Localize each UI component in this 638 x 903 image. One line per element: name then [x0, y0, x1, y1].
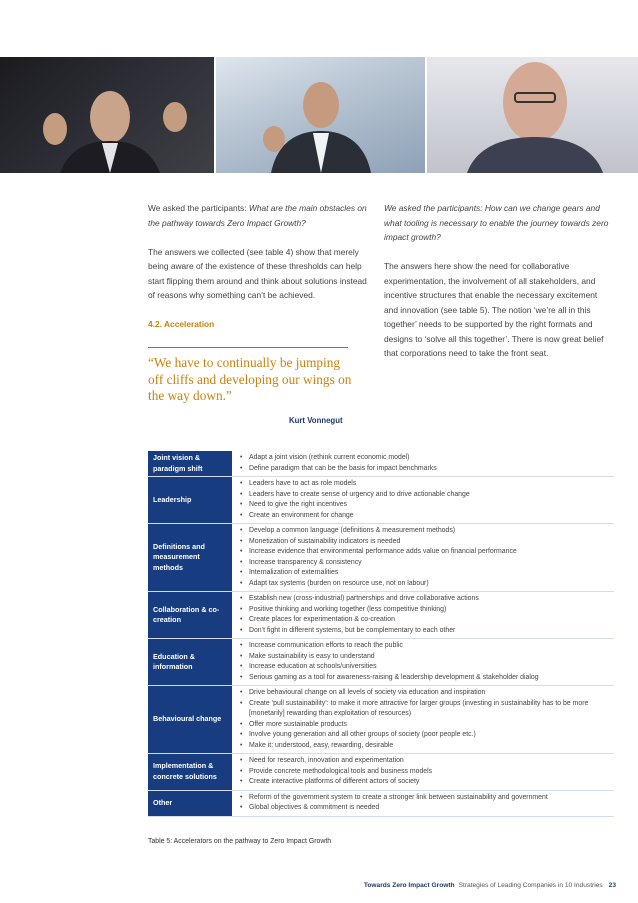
row-items — [232, 477, 614, 523]
bullet-icon: • — [240, 741, 243, 749]
list-item — [240, 803, 614, 814]
bullet-icon: • — [240, 616, 243, 623]
bullet-icon: • — [240, 569, 243, 576]
speaker-photo-right — [427, 57, 638, 173]
bullet-icon: • — [240, 480, 243, 487]
right-question-text: How can we change gears and what tooling is necessary to enable the journey towards zero impact growth? — [384, 203, 609, 242]
left-question-lead: We asked the participants: — [148, 203, 249, 213]
speaker-photo-left — [0, 57, 214, 173]
list-item — [240, 464, 614, 475]
row-items — [232, 791, 614, 816]
bullet-icon: • — [240, 605, 243, 613]
list-item — [240, 594, 614, 605]
left-answer: The answers we collected (see table 4) show that merely being aware of the existence of these thresholds can help start flipping them around and think about solutions instead of reasons why something can’t be achieved. — [148, 246, 367, 300]
item-text: Make sustainability is easy to understand — [249, 652, 375, 660]
list-item — [240, 558, 614, 569]
list-item — [240, 756, 614, 767]
table-row — [148, 477, 614, 524]
page-number: 23 — [608, 882, 616, 889]
speaker-photo-center — [216, 57, 424, 173]
item-text: Involve young generation and all other groups of society (poor people etc.) — [249, 731, 476, 738]
list-item — [240, 537, 614, 548]
item-text: Make it: understood, easy, rewarding, desirable — [249, 741, 394, 749]
item-text: Leaders have to create sense of urgency and to drive actionable change — [249, 490, 470, 498]
row-label: Collaboration & co-creation — [148, 592, 232, 638]
bullet-icon: • — [240, 731, 243, 738]
bullet-icon: • — [240, 558, 243, 566]
list-item — [240, 605, 614, 616]
table-row — [148, 524, 614, 592]
item-text: Develop a common language (definitions & measurement methods) — [249, 527, 456, 534]
footer-title: Towards Zero Impact Growth — [363, 882, 455, 889]
bullet-icon: • — [240, 511, 243, 519]
bullet-icon: • — [240, 501, 243, 508]
bullet-icon: • — [240, 537, 243, 545]
bullet-icon: • — [240, 652, 243, 660]
item-text: Increase communication efforts to reach the public — [249, 642, 403, 649]
quote-author: Kurt Vonnegut — [289, 416, 343, 425]
list-item — [240, 490, 614, 501]
item-text: Increase transparency & consistency — [249, 558, 362, 566]
row-items — [232, 524, 614, 591]
list-item — [240, 479, 614, 490]
table-caption: Table 5: Accelerators on the pathway to Zero Impact Growth — [148, 838, 332, 845]
table-row — [148, 686, 614, 754]
item-text: Drive behavioural change on all levels of society via education and inspiration — [249, 689, 486, 696]
row-label: Joint vision & paradigm shift — [148, 451, 232, 476]
item-text: Global objectives & commitment is needed — [249, 804, 380, 811]
right-answer: The answers here show the need for collaborative experimentation, the involvement of all stakeholders, and incentive structures that enable the necessary excitement and innovation (see table 5). The notion ‘we’re all in this together’ needs to be supported by the right formats and designs to ‘solve all this together’. There is now great belief that corporations need to take the front seat. — [384, 261, 604, 358]
table-row — [148, 754, 614, 791]
item-text: Internalization of externalities — [249, 569, 339, 576]
row-items — [232, 686, 614, 753]
list-item — [240, 652, 614, 663]
right-question-lead: We asked the participants: — [384, 203, 485, 213]
list-item — [240, 526, 614, 537]
footer-subtitle: Strategies of Leading Companies in 10 Industries — [458, 882, 603, 889]
right-question — [384, 201, 612, 245]
item-text: Establish new (cross-industrial) partnerships and drive collaborative actions — [249, 595, 479, 602]
list-item — [240, 741, 614, 752]
bullet-icon: • — [240, 699, 243, 707]
row-label: Definitions and measurement methods — [148, 524, 232, 591]
list-item — [240, 641, 614, 652]
row-label: Behavioural change — [148, 686, 232, 753]
bullet-icon: • — [240, 778, 243, 785]
accelerators-table — [148, 451, 614, 817]
row-label: Implementation & concrete solutions — [148, 754, 232, 790]
bullet-icon: • — [240, 490, 243, 498]
bullet-icon: • — [240, 595, 243, 602]
list-item — [240, 699, 614, 720]
bullet-icon: • — [240, 767, 243, 775]
bullet-icon: • — [240, 804, 243, 811]
list-item — [240, 547, 614, 558]
list-item — [240, 453, 614, 464]
list-item — [240, 500, 614, 511]
list-item — [240, 626, 614, 637]
item-text: Increase education at schools/universities — [249, 663, 377, 670]
list-item — [240, 568, 614, 579]
bullet-icon: • — [240, 757, 243, 764]
bullet-icon: • — [240, 793, 243, 801]
left-question — [148, 201, 374, 230]
item-text: Offer more sustainable products — [249, 720, 347, 728]
page-footer — [364, 882, 616, 889]
bullet-icon: • — [240, 454, 243, 461]
bullet-icon: • — [240, 626, 243, 634]
item-text: Create interactive platforms of different actors of society — [249, 778, 420, 785]
item-text: Leaders have to act as role models — [249, 480, 357, 487]
row-items — [232, 639, 614, 685]
item-text: Create ‘pull sustainability’: to make it more attractive for larger groups (investing in sustainability has to be more [monetarily] rewarding than exploitation of resources) — [249, 699, 589, 717]
bullet-icon: • — [240, 579, 243, 587]
bullet-icon: • — [240, 689, 243, 696]
list-item — [240, 720, 614, 731]
bullet-icon: • — [240, 527, 243, 534]
row-label: Leadership — [148, 477, 232, 523]
left-column — [148, 201, 374, 332]
bullet-icon: • — [240, 720, 243, 728]
bullet-icon: • — [240, 464, 243, 472]
item-text: Need to give the right incentives — [249, 501, 348, 508]
table-row — [148, 639, 614, 686]
quote-divider — [148, 347, 348, 348]
table-row — [148, 592, 614, 639]
table-row — [148, 451, 614, 477]
right-column — [384, 201, 612, 375]
row-label: Other — [148, 791, 232, 816]
list-item — [240, 730, 614, 741]
bullet-icon: • — [240, 663, 243, 670]
list-item — [240, 673, 614, 684]
list-item — [240, 793, 614, 804]
item-text: Serious gaming as a tool for awareness-raising & leadership development & stakeholder dialog — [249, 673, 539, 681]
list-item — [240, 615, 614, 626]
row-items — [232, 754, 614, 790]
row-items — [232, 592, 614, 638]
item-text: Positive thinking and working together (less competitive thinking) — [249, 605, 447, 613]
bullet-icon: • — [240, 673, 243, 681]
item-text: Create places for experimentation & co-creation — [249, 616, 395, 623]
table-row — [148, 791, 614, 817]
item-text: Reform of the government system to create a stronger link between sustainability and government — [249, 793, 548, 801]
list-item — [240, 688, 614, 699]
item-text: Don’t fight in different systems, but be complementary to each other — [249, 626, 456, 634]
list-item — [240, 579, 614, 590]
list-item — [240, 767, 614, 778]
pull-quote: “We have to continually be jumping off cliffs and developing our wings on the way down.” — [148, 355, 352, 403]
photo-strip — [0, 57, 638, 173]
left-question-text: What are the main obstacles on the pathway towards Zero Impact Growth? — [148, 203, 367, 228]
item-text: Adapt a joint vision (rethink current economic model) — [249, 454, 410, 461]
bullet-icon: • — [240, 642, 243, 649]
row-label: Education & information — [148, 639, 232, 685]
item-text: Define paradigm that can be the basis for impact benchmarks — [249, 464, 437, 472]
bullet-icon: • — [240, 548, 243, 555]
item-text: Create an environment for change — [249, 511, 354, 519]
row-items — [232, 451, 614, 476]
item-text: Provide concrete methodological tools and business models — [249, 767, 433, 775]
item-text: Monetization of sustainability indicators is needed — [249, 537, 401, 545]
section-heading: 4.2. Acceleration — [148, 319, 215, 329]
list-item — [240, 511, 614, 522]
item-text: Increase evidence that environmental performance adds value on financial performance — [249, 548, 517, 555]
list-item — [240, 662, 614, 673]
item-text: Adapt tax systems (burden on resource use, not on labour) — [249, 579, 429, 587]
item-text: Need for research, innovation and experimentation — [249, 757, 404, 764]
list-item — [240, 777, 614, 788]
